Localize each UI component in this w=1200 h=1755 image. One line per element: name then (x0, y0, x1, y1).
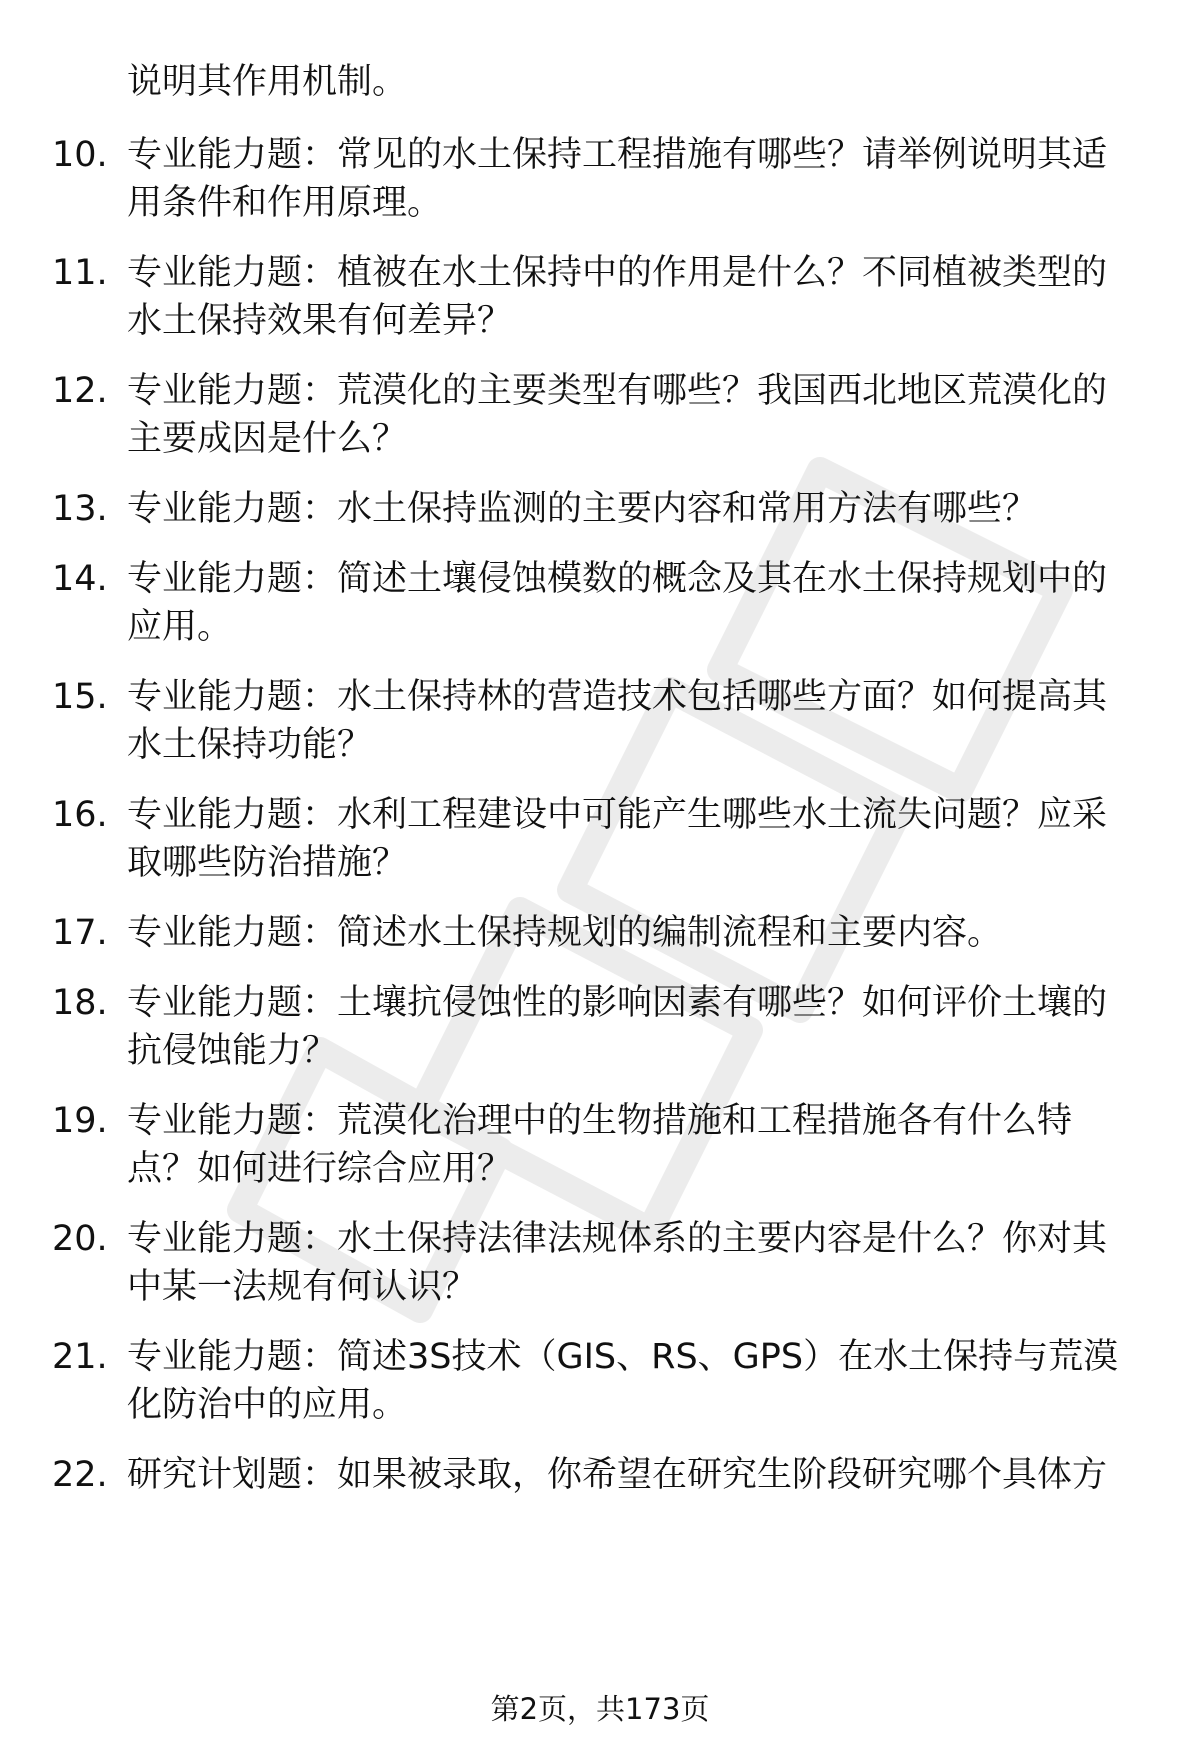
item-text: 专业能力题：水土保持林的营造技术包括哪些方面？如何提高其水土保持功能？ (127, 677, 1108, 765)
item-number: 10. (52, 135, 108, 175)
item-number: 18. (52, 983, 108, 1023)
item-text: 专业能力题：植被在水土保持中的作用是什么？不同植被类型的水土保持效果有何差异？ (127, 253, 1108, 341)
continued-line: 说明其作用机制。 (127, 62, 408, 102)
item-number: 22. (52, 1455, 108, 1495)
item-text: 专业能力题：荒漠化治理中的生物措施和工程措施各有什么特点？如何进行综合应用？ (127, 1101, 1073, 1189)
item-text: 专业能力题：简述土壤侵蚀模数的概念及其在水土保持规划中的应用。 (127, 559, 1108, 647)
item-number: 20. (52, 1219, 108, 1259)
item-text: 研究计划题：如果被录取，你希望在研究生阶段研究哪个具体方 (127, 1455, 1108, 1495)
item-text: 专业能力题：荒漠化的主要类型有哪些？我国西北地区荒漠化的主要成因是什么？ (127, 371, 1108, 459)
item-text: 专业能力题：简述3S技术（GIS、RS、GPS）在水土保持与荒漠化防治中的应用。 (127, 1337, 1119, 1425)
item-text: 专业能力题：简述水土保持规划的编制流程和主要内容。 (127, 913, 1003, 953)
page-number: 第2页，共173页 (490, 1692, 710, 1726)
item-number: 16. (52, 795, 108, 835)
item-text: 专业能力题：土壤抗侵蚀性的影响因素有哪些？如何评价土壤的抗侵蚀能力？ (127, 983, 1108, 1071)
item-number: 17. (52, 913, 108, 953)
item-number: 19. (52, 1101, 108, 1141)
item-text: 专业能力题：水土保持监测的主要内容和常用方法有哪些？ (127, 489, 1038, 529)
item-number: 12. (52, 371, 108, 411)
item-number: 14. (52, 559, 108, 599)
item-text: 专业能力题：水利工程建设中可能产生哪些水土流失问题？应采取哪些防治措施？ (127, 795, 1108, 883)
item-text: 专业能力题：常见的水土保持工程措施有哪些？请举例说明其适用条件和作用原理。 (127, 135, 1108, 223)
item-text: 专业能力题：水土保持法律法规体系的主要内容是什么？你对其中某一法规有何认识？ (127, 1219, 1108, 1307)
item-number: 13. (52, 489, 108, 529)
item-number: 11. (52, 253, 108, 293)
item-number: 21. (52, 1337, 108, 1377)
item-number: 15. (52, 677, 108, 717)
